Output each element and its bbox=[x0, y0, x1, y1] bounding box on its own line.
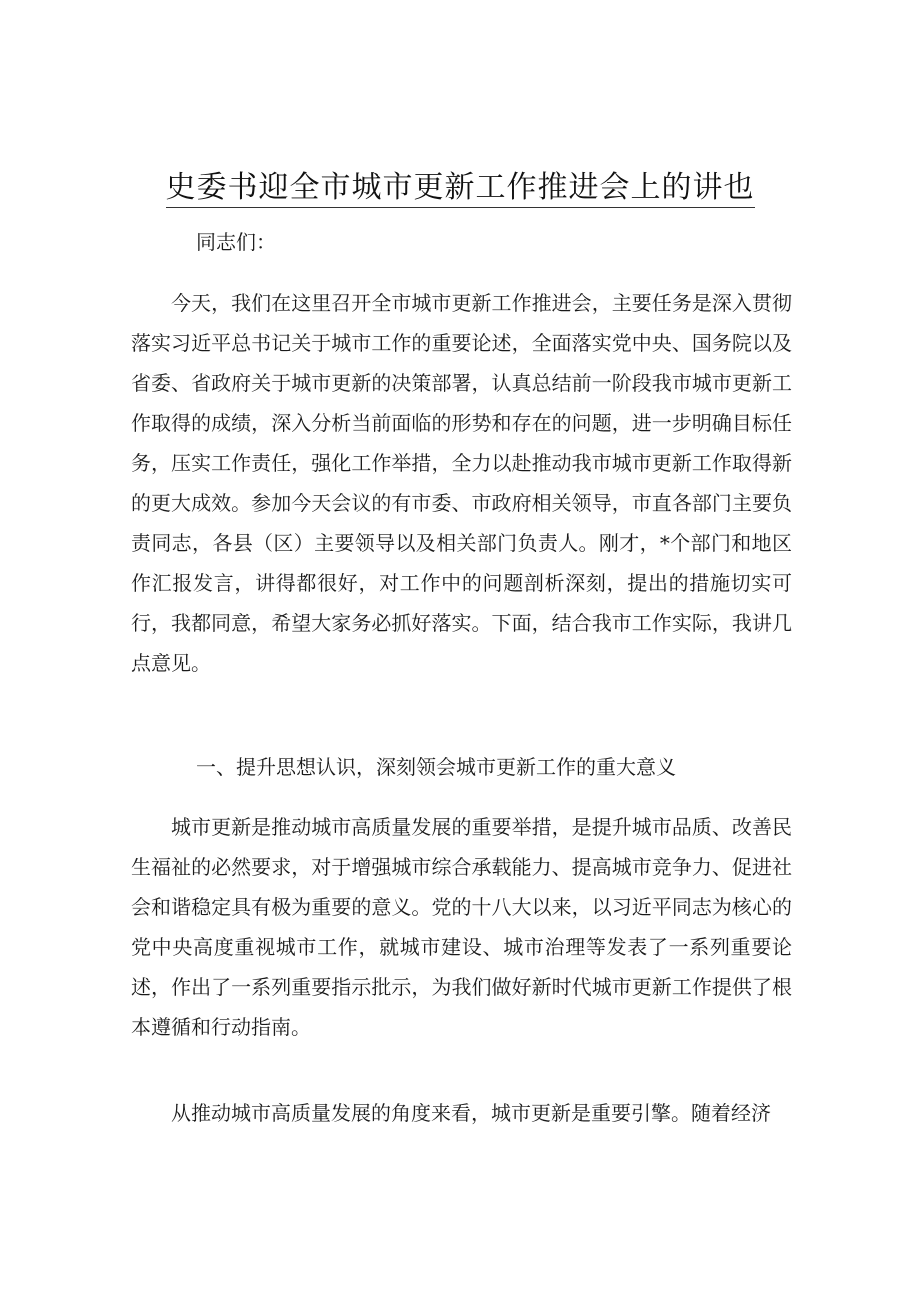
paragraph-significance: 城市更新是推动城市高质量发展的重要举措，是提升城市品质、改善民生福祉的必然要求，对于增强城市综合承载能力、提高城市竞争力、促进社会和谐稳定具有极为重要的意义。党的十八大以来，以习近平同志为核心的党中央高度重视城市工作，就城市建设、城市治理等发表了一系列重要论述，作出了一系列重要指示批示，为我们做好新时代城市更新工作提供了根本遵循和行动指南。 bbox=[131, 815, 792, 1039]
salutation: 同志们： bbox=[196, 230, 276, 254]
document-title bbox=[0, 168, 920, 208]
paragraph-opening: 今天，我们在这里召开全市城市更新工作推进会，主要任务是深入贯彻落实习近平总书记关于城市工作的重要论述，全面落实党中央、国务院以及省委、省政府关于城市更新的决策部署，认真总结前一阶段我市城市更新工作取得的成绩，深入分析当前面临的形势和存在的问题，进一步明确目标任务，压实工作责任，强化工作举措，全力以赴推动我市城市更新工作取得新的更大成效。参加今天会议的有市委、市政府相关领导，市直各部门主要负责同志，各县（区）主要领导以及相关部门负责人。刚才，*个部门和地区作汇报发言，讲得都很好，对工作中的问题剖析深刻，提出的措施切实可行，我都同意，希望大家务必抓好落实。下面，结合我市工作实际，我讲几点意见。 bbox=[131, 291, 792, 675]
document-title-text: 史委书迎全市城市更新工作推进会上的讲也 bbox=[166, 170, 755, 208]
section-heading: 一、提升思想认识，深刻领会城市更新工作的重大意义 bbox=[196, 755, 676, 779]
paragraph-engine: 从推动城市高质量发展的角度来看，城市更新是重要引擎。随着经济 bbox=[171, 1101, 771, 1125]
